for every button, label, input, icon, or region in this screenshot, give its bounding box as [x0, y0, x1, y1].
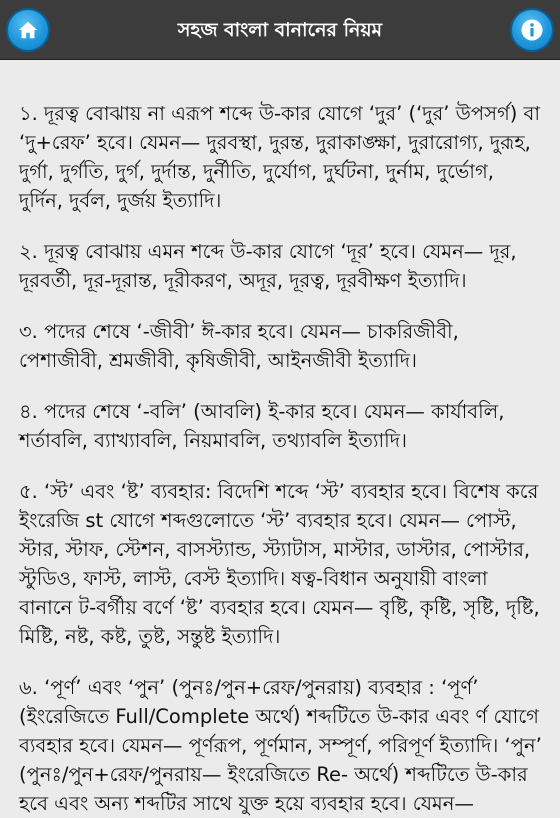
- rules-content[interactable]: [0, 60, 560, 815]
- rule-item-2: ২. দূরত্ব বোঝায় এমন শব্দে উ-কার যোগে ‘দূর’ হবে। যেমন— দূর, দূরবর্তী, দূর-দূরান্ত, দূরীকরণ, অদূর, দূরত্ব, দূরবীক্ষণ ইত্যাদি।: [19, 240, 517, 292]
- rule-item-4: ৪. পদের শেষে ‘-বলি’ (আবলি) ই-কার হবে। যেমন— কার্যাবলি, শর্তাবলি, ব্যাখ্যাবলি, নিয়মাবলি, তথ্যাবলি ইত্যাদি।: [19, 400, 505, 452]
- info-button[interactable]: [510, 8, 554, 52]
- rule-item-5: ৫. ‘স্ট’ এবং ‘ষ্ট’ ব্যবহার: বিদেশি শব্দে ‘স্ট’ ব্যবহার হবে। বিশেষ করে ইংরেজি st যোগে শব্দগুলোতে ‘স্ট’ ব্যবহার হবে। যেমন— পোস্ট, স্টার, স্টাফ, স্টেশন, বাসস্ট্যান্ড, স্ট্যাটাস, মাস্টার, ডাস্টার, পোস্টার, স্টুডিও, ফাস্ট, লাস্ট, বেস্ট ইত্যাদি। ষত্ব-বিধান অনুযায়ী বাংলা বানানে ট-বর্গীয় বর্ণে ‘ষ্ট’ ব্যবহার হবে। যেমন— বৃষ্টি, কৃষ্টি, সৃষ্টি, দৃষ্টি, মিষ্টি, নষ্ট, কষ্ট, তুষ্ট, সন্তুষ্ট ইত্যাদি।: [19, 480, 540, 648]
- app-bar: [0, 0, 560, 60]
- rule-item-3: ৩. পদের শেষে ‘-জীবী’ ঈ-কার হবে। যেমন— চাকরিজীবী, পেশাজীবী, শ্রমজীবী, কৃষিজীবী, আইনজীবী ইত্যাদি।: [19, 320, 459, 372]
- rule-item-1: ১. দূরত্ব বোঝায় না এরূপ শব্দে উ-কার যোগে ‘দুর’ (‘দুর’ উপসর্গ) বা ‘দু+রেফ’ হবে। যেমন— দুরবস্থা, দুরন্ত, দুরাকাঙ্ক্ষা, দুরারোগ্য, দুরূহ, দুর্গা, দুর্গতি, দুর্গ, দুর্দান্ত, দুর্নীতি, দুর্যোগ, দুর্ঘটনা, দুর্নাম, দুর্ভোগ, দুর্দিন, দুর্বল, দুর্জয় ইত্যাদি।: [19, 102, 541, 212]
- info-icon: [520, 18, 544, 42]
- page-title: সহজ বাংলা বানানের নিয়ম: [177, 19, 383, 41]
- rule-item-6: ৬. ‘পূর্ণ’ এবং ‘পুন’ (পুনঃ/পুন+রেফ/পুনরায়) ব্যবহার : ‘পূর্ণ’ (ইংরেজিতে Full/Complete অর্থে) শব্দটিতে উ-কার এবং র্ণ যোগে ব্যবহার হবে। যেমন— পূর্ণরূপ, পূর্ণমান, সম্পূর্ণ, পরিপূর্ণ ইত্যাদি। ‘পুন’ (পুনঃ/পুন+রেফ/পুনরায়— ইংরেজিতে Re- অর্থে) শব্দটিতে উ-কার হবে এবং অন্য শব্দটির সাথে যুক্ত হয়ে ব্যবহার হবে। যেমন—: [19, 676, 542, 815]
